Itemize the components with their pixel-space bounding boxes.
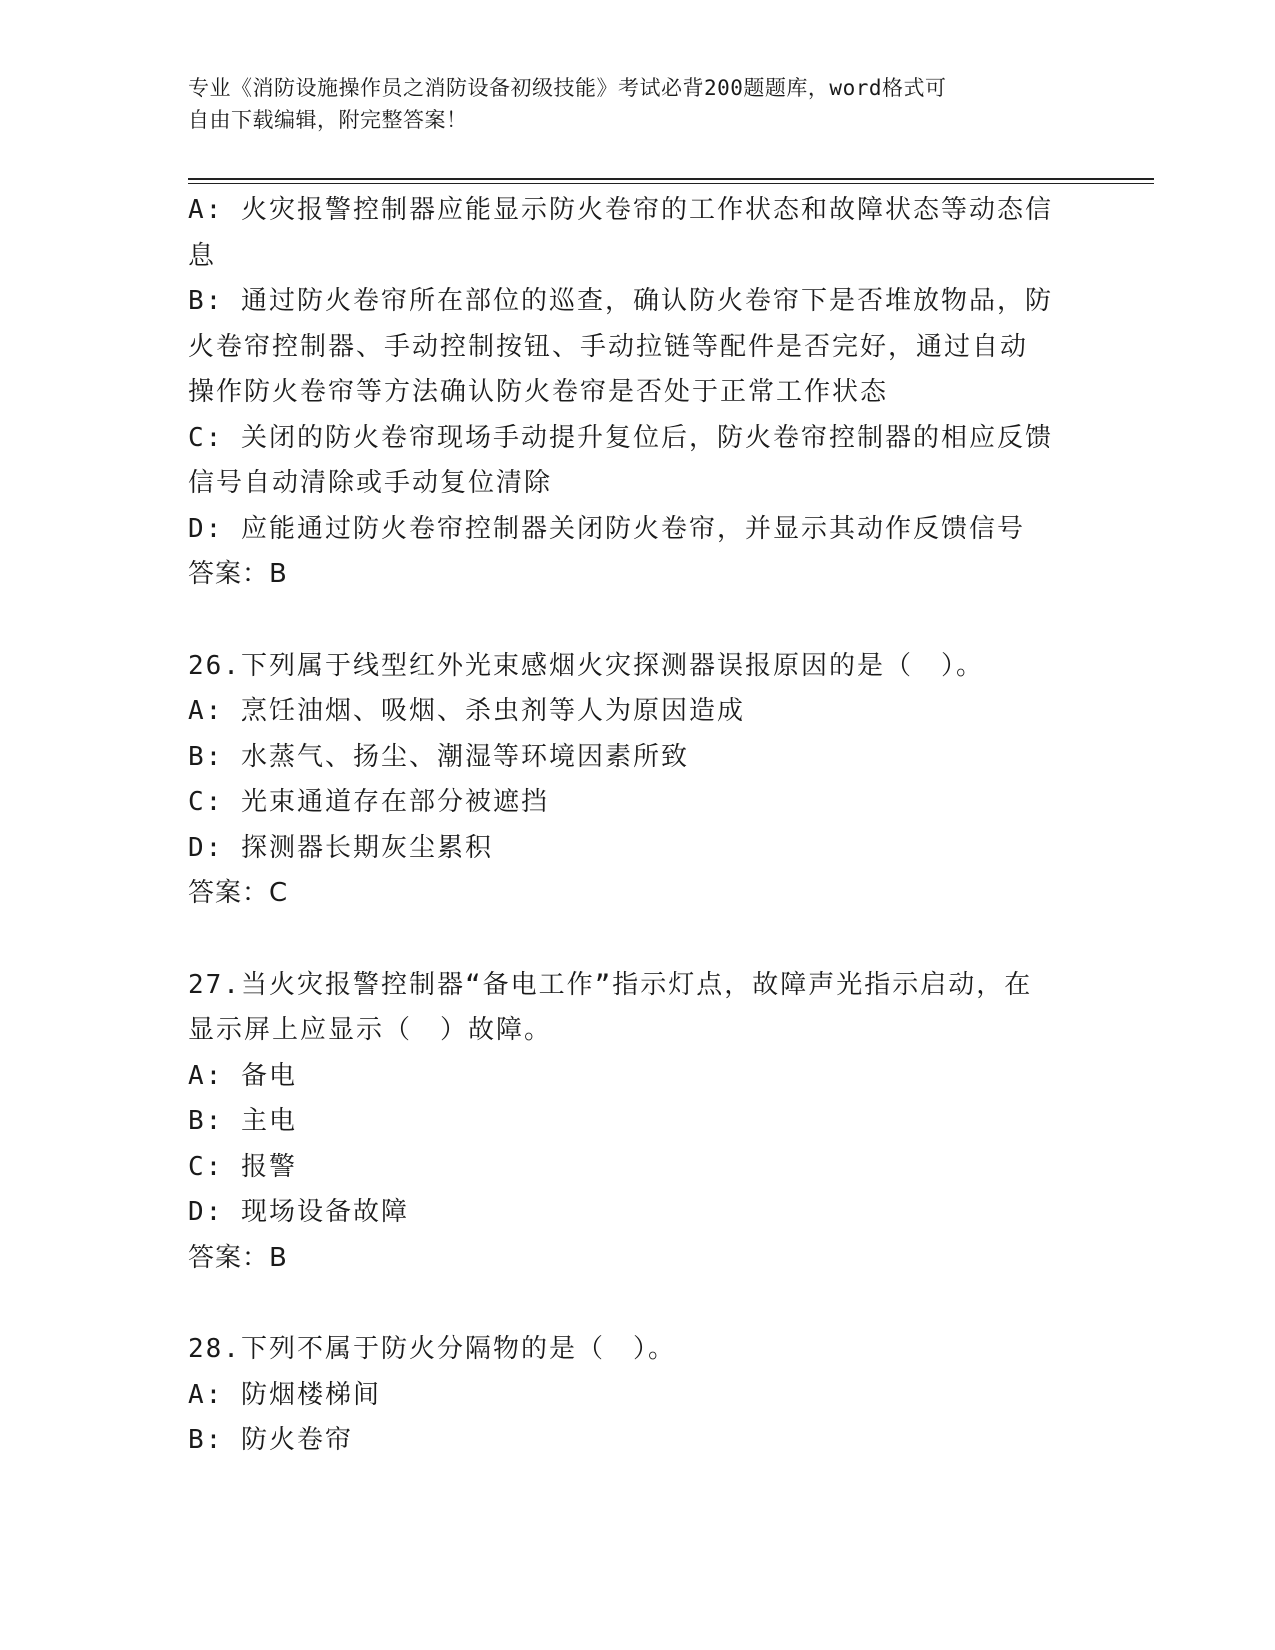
header-line-2: 自由下载编辑，附完整答案！	[188, 108, 468, 132]
option-d: D: 现场设备故障	[188, 1197, 409, 1227]
answer-26: 答案：C	[188, 878, 289, 908]
option-b: B: 主电	[188, 1106, 297, 1136]
option-d: D: 探测器长期灰尘累积	[188, 832, 493, 863]
spacer	[188, 917, 1088, 963]
option-c: C: 报警	[188, 1151, 297, 1182]
option-b-line-2: 火卷帘控制器、手动控制按钮、手动拉链等配件是否完好，通过自动	[188, 331, 1029, 362]
question-26-stem: 26.下列属于线型红外光束感烟火灾探测器误报原因的是（ ）。	[188, 650, 984, 681]
option-a: A: 防烟楼梯间	[188, 1379, 381, 1410]
option-b-line-1: B: 通过防火卷帘所在部位的巡查，确认防火卷帘下是否堆放物品，防	[188, 286, 1053, 316]
question-27	[188, 963, 1088, 1282]
option-d-line-1: D: 应能通过防火卷帘控制器关闭防火卷帘，并显示其动作反馈信号	[188, 513, 1025, 544]
question-27-stem-line-2: 显示屏上应显示（ ）故障。	[188, 1015, 553, 1045]
answer-25: 答案：B	[188, 559, 288, 589]
question-27-stem-line-1: 27.当火灾报警控制器“备电工作”指示灯点，故障声光指示启动，在	[188, 969, 1033, 1000]
question-content	[188, 188, 1088, 1464]
spacer	[188, 1281, 1088, 1327]
header-rule-thick	[188, 178, 1154, 180]
option-b-line-3: 操作防火卷帘等方法确认防火卷帘是否处于正常工作状态	[188, 377, 889, 407]
answer-27: 答案：B	[188, 1242, 288, 1273]
option-a: A: 烹饪油烟、吸烟、杀虫剂等人为原因造成	[188, 696, 745, 726]
option-a: A: 备电	[188, 1060, 297, 1091]
option-c-line-1: C: 关闭的防火卷帘现场手动提升复位后，防火卷帘控制器的相应反馈	[188, 422, 1053, 453]
question-28-stem: 28.下列不属于防火分隔物的是（ ）。	[188, 1334, 676, 1364]
option-c-line-2: 信号自动清除或手动复位清除	[188, 468, 553, 498]
header-line-1: 专业《消防设施操作员之消防设备初级技能》考试必背200题题库，word格式可	[188, 76, 947, 100]
header-rule-thin	[188, 183, 1154, 184]
option-a-line-2: 息	[188, 240, 217, 271]
question-26	[188, 644, 1088, 917]
option-b: B: 防火卷帘	[188, 1425, 353, 1455]
question-28	[188, 1327, 1088, 1464]
document-header	[188, 72, 1088, 136]
spacer	[188, 598, 1088, 644]
option-c: C: 光束通道存在部分被遮挡	[188, 787, 549, 817]
option-a-line-1: A: 火灾报警控制器应能显示防火卷帘的工作状态和故障状态等动态信	[188, 195, 1053, 225]
option-b: B: 水蒸气、扬尘、潮湿等环境因素所致	[188, 741, 689, 772]
question-25-options	[188, 188, 1088, 598]
